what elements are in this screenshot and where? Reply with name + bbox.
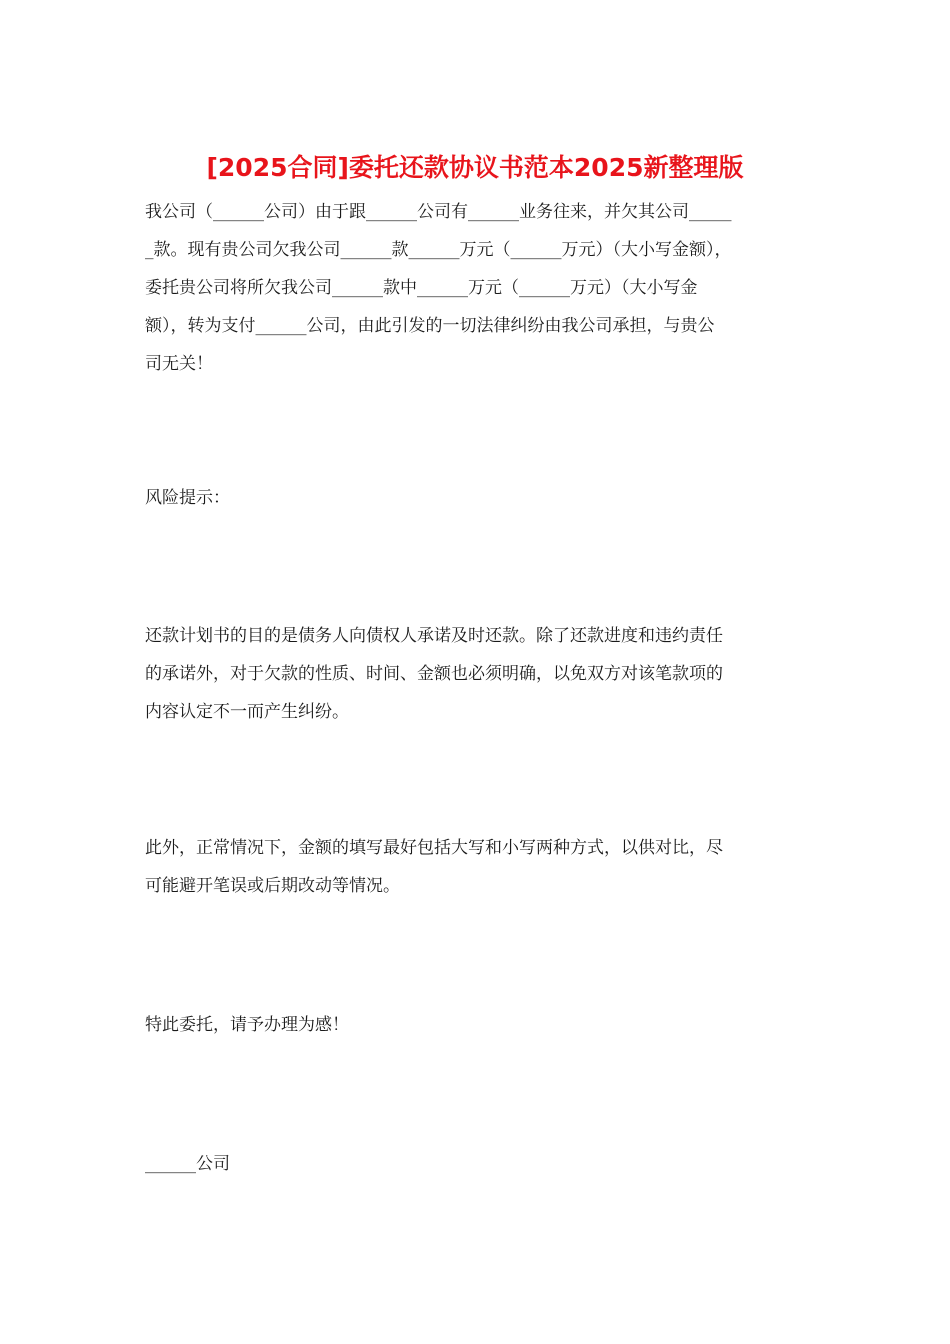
risk-paragraph-purpose: [145, 617, 810, 731]
text-line: 额），转为支付______公司，由此引发的一切法律纠纷由我公司承担，与贵公: [145, 316, 715, 336]
entrustment-paragraph: [145, 193, 810, 383]
text-line: _款。现有贵公司欠我公司______款______万元（______万元）（大小写金额），: [145, 240, 732, 260]
signature-line: ______公司: [145, 1154, 230, 1174]
text-line: 还款计划书的目的是债务人向债权人承诺及时还款。除了还款进度和违约责任: [145, 626, 723, 646]
closing-line: 特此委托，请予办理为感！: [145, 1015, 349, 1035]
document-title: [2025合同]委托还款协议书范本2025新整理版: [206, 153, 744, 182]
text-line: 的承诺外，对于欠款的性质、时间、金额也必须明确，以免双方对该笔款项的: [145, 664, 723, 684]
text-line: 司无关！: [145, 354, 213, 374]
risk-heading: 风险提示：: [145, 488, 230, 508]
text-line: 内容认定不一而产生纠纷。: [145, 702, 349, 722]
text-line: 此外，正常情况下，金额的填写最好包括大写和小写两种方式，以供对比，尽: [145, 838, 723, 858]
text-line: 我公司（______公司）由于跟______公司有______业务往来，并欠其公司_____: [145, 202, 732, 222]
text-line: 委托贵公司将所欠我公司______款中______万元（______万元）（大小写金: [145, 278, 698, 298]
risk-paragraph-amount: [145, 829, 810, 905]
text-line: 可能避开笔误或后期改动等情况。: [145, 876, 400, 896]
